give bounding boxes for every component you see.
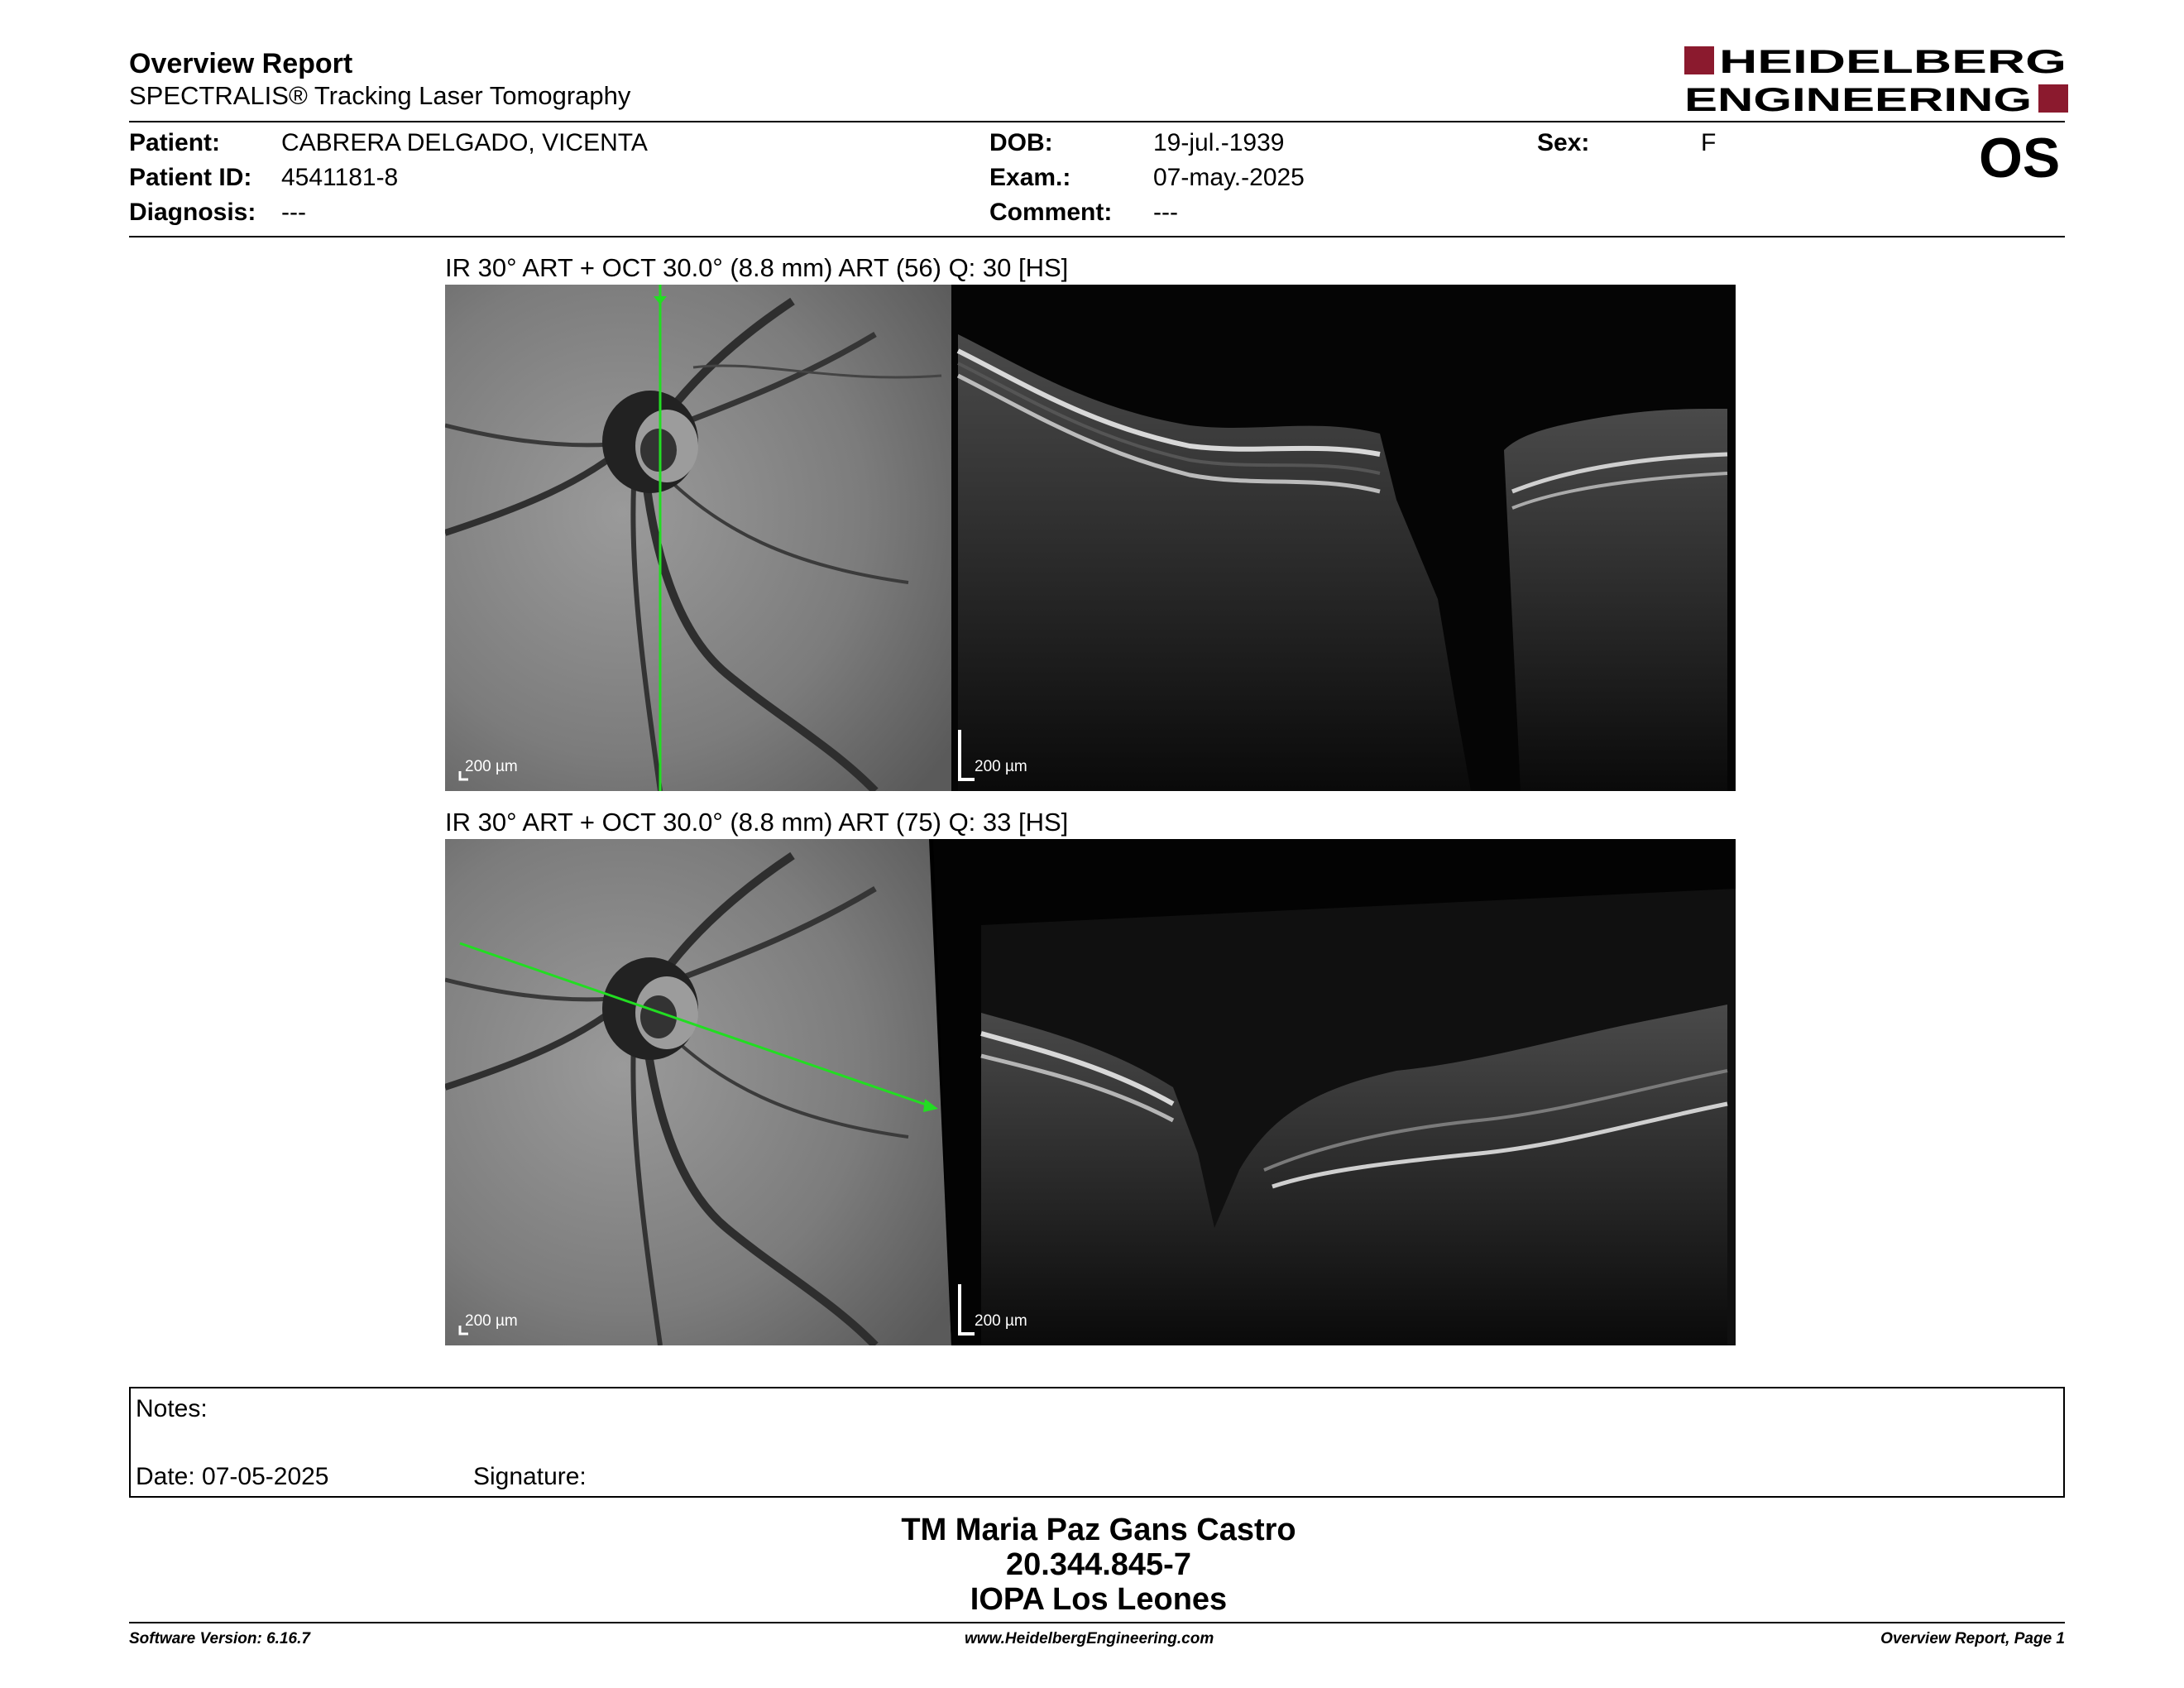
- website-link[interactable]: www.HeidelbergEngineering.com: [965, 1630, 1214, 1647]
- signer-institution: IOPA Los Leones: [970, 1582, 1228, 1617]
- logo-line-1: HEIDELBERG: [1719, 45, 2067, 80]
- header-rule-top: [129, 121, 2065, 122]
- eye-indicator: OS: [1979, 127, 2061, 189]
- logo-line-2: ENGINEERING: [1684, 82, 2032, 117]
- patient-label: Patient:: [129, 129, 221, 156]
- scan-2-caption: IR 30° ART + OCT 30.0° (8.8 mm) ART (75) Q: 33 [HS]: [445, 808, 1069, 837]
- logo-square-bottom: [2038, 84, 2068, 113]
- sex-label: Sex:: [1537, 129, 1590, 156]
- scan-1-oct-bscan: [951, 285, 1736, 791]
- scan-1-fundus-image: [445, 285, 951, 791]
- signer-id: 20.344.845-7: [1006, 1547, 1191, 1582]
- scan-2-fundus-image: [445, 839, 951, 1345]
- notes-label: Notes:: [136, 1395, 208, 1422]
- scan-1-panel: [445, 285, 1736, 791]
- scan-2-oct-scale: 200 µm: [975, 1312, 1027, 1330]
- scan-1-caption: IR 30° ART + OCT 30.0° (8.8 mm) ART (56) Q: 30 [HS]: [445, 253, 1069, 282]
- patient-name: CABRERA DELGADO, VICENTA: [281, 129, 648, 156]
- signer-name: TM Maria Paz Gans Castro: [901, 1513, 1296, 1547]
- comment-value: ---: [1153, 199, 1178, 226]
- footer-rule: [129, 1622, 2065, 1623]
- dob-label: DOB:: [989, 129, 1053, 156]
- scan-2-fundus-scale: 200 µm: [465, 1312, 518, 1330]
- scan-1-fundus-scale: 200 µm: [465, 758, 518, 775]
- diagnosis-label: Diagnosis:: [129, 199, 256, 226]
- comment-label: Comment:: [989, 199, 1113, 226]
- page-indicator: Overview Report, Page 1: [1880, 1630, 2065, 1647]
- software-version: Software Version: 6.16.7: [129, 1630, 310, 1647]
- dob-value: 19-jul.-1939: [1153, 129, 1285, 156]
- patient-id: 4541181-8: [281, 164, 399, 191]
- scan-1-oct-scale: 200 µm: [975, 758, 1027, 775]
- notes-box: [129, 1387, 2065, 1498]
- sex-value: F: [1701, 129, 1717, 156]
- heidelberg-logo: [1684, 45, 2068, 117]
- header-rule-bottom: [129, 236, 2065, 237]
- notes-date: Date: 07-05-2025: [136, 1463, 329, 1490]
- report-subtitle: SPECTRALIS® Tracking Laser Tomography: [129, 81, 631, 110]
- exam-value: 07-may.-2025: [1153, 164, 1305, 191]
- scan-2-panel: [445, 839, 1736, 1345]
- exam-label: Exam.:: [989, 164, 1071, 191]
- scan-2-oct-bscan: [933, 839, 1736, 1345]
- logo-square-top: [1684, 46, 1714, 74]
- patient-id-label: Patient ID:: [129, 164, 252, 191]
- diagnosis-value: ---: [281, 199, 306, 226]
- signature-label: Signature:: [473, 1463, 587, 1490]
- report-title: Overview Report: [129, 48, 353, 79]
